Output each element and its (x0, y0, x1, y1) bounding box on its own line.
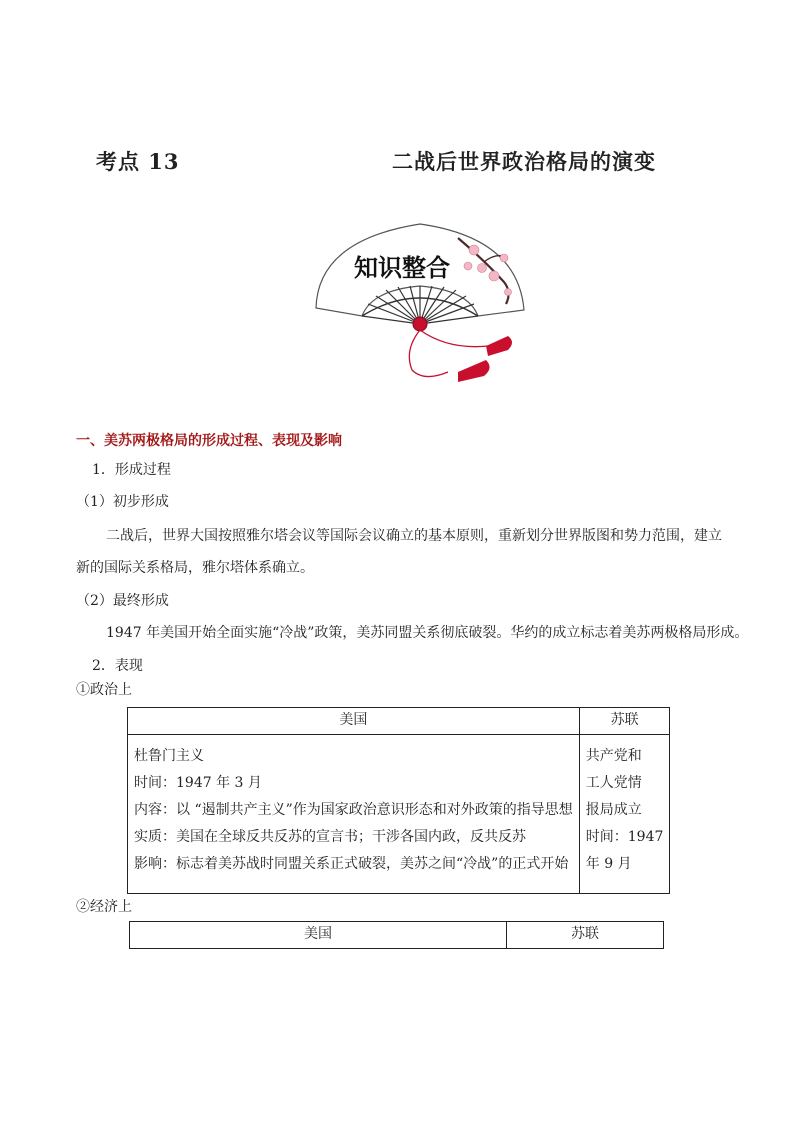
topic-label: 考点 13 (96, 149, 180, 174)
political-table (127, 707, 670, 894)
column-header-us: 美国 (128, 708, 580, 735)
knowledge-banner (308, 220, 530, 388)
cell-line: 实质：美国在全球反共反苏的宣言书；干涉各国内政，反共反苏 (134, 829, 526, 845)
cell-line: 报局成立 (585, 802, 642, 818)
subheading-formation: 1．形成过程 (92, 462, 171, 478)
cell-line: 时间：1947 (585, 829, 664, 845)
column-header-ussr: 苏联 (579, 708, 670, 735)
section-heading: 一、美苏两极格局的形成过程、表现及影响 (76, 433, 342, 449)
political-label: ①政治上 (76, 682, 132, 698)
cell-line: 时间：1947 年 3 月 (134, 775, 262, 791)
cell-line: 工人党情 (585, 775, 642, 791)
column-header-ussr: 苏联 (507, 922, 664, 949)
subheading-final: （2）最终形成 (76, 593, 169, 609)
subheading-initial: （1）初步形成 (76, 494, 169, 510)
banner-text: 知识整合 (354, 253, 450, 282)
cell-line: 内容：以 “遏制共产主义”作为国家政治意识形态和对外政策的指导思想 (134, 802, 573, 818)
ussr-cell (579, 735, 670, 894)
economic-label: ②经济上 (76, 899, 132, 915)
cell-line: 影响：标志着美苏战时同盟关系正式破裂，美苏之间“冷战”的正式开始 (134, 856, 569, 872)
fan-illustration (308, 220, 530, 388)
paragraph-line: 新的国际关系格局，雅尔塔体系确立。 (76, 560, 314, 576)
subheading-manifestation: 2．表现 (92, 658, 143, 674)
us-cell (128, 735, 580, 894)
economic-table (129, 921, 664, 949)
page-title: 二战后世界政治格局的演变 (392, 149, 656, 174)
cell-line: 共产党和 (585, 748, 642, 764)
cell-line: 杜鲁门主义 (134, 748, 204, 764)
column-header-us: 美国 (130, 922, 507, 949)
paragraph-line: 二战后，世界大国按照雅尔塔会议等国际会议确立的基本原则，重新划分世界版图和势力范围，建立 (106, 528, 722, 544)
cell-line: 年 9 月 (585, 856, 632, 872)
paragraph-line: 1947 年美国开始全面实施“冷战”政策，美苏同盟关系彻底破裂。华约的成立标志着美苏两极格局形成。 (106, 625, 749, 641)
